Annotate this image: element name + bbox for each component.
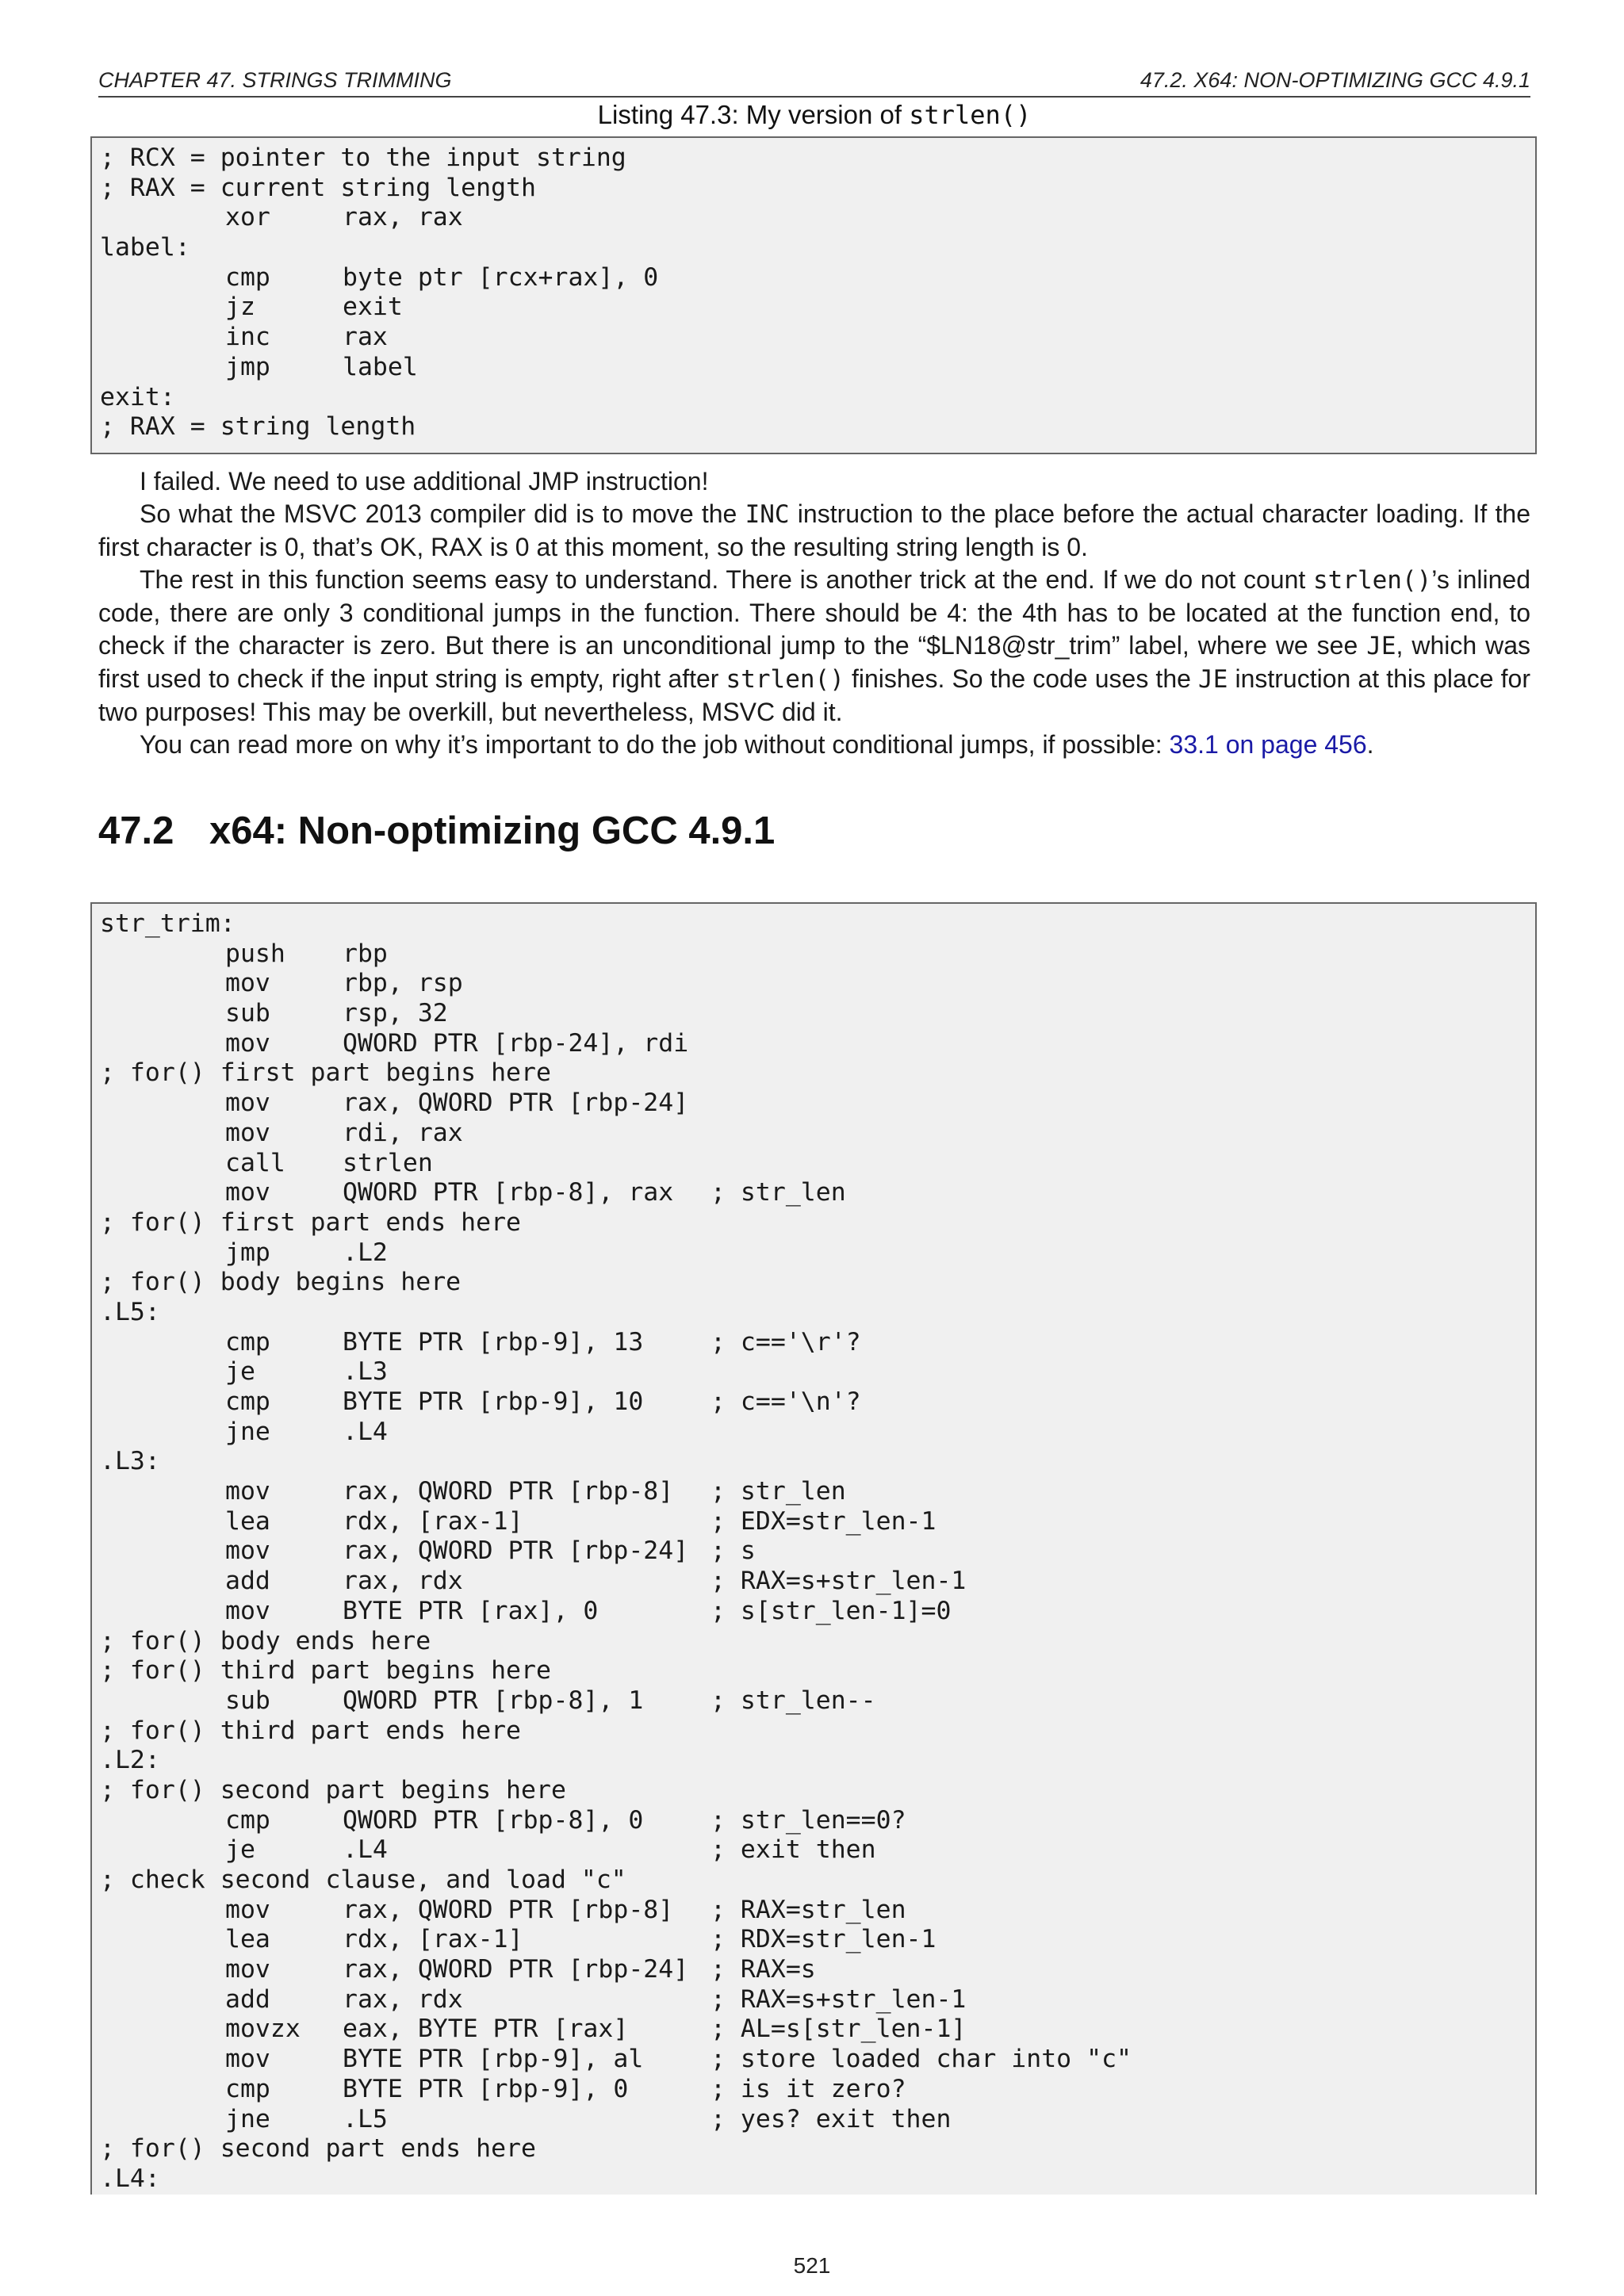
code-line <box>100 1746 1527 1776</box>
code-comment: ; str_len <box>710 1178 846 1207</box>
code-line <box>100 969 1527 999</box>
code-operands: rax, QWORD PTR [rbp-24] <box>343 1536 689 1566</box>
paragraph-text: . <box>1366 730 1374 759</box>
code-line <box>100 323 1527 353</box>
code-comment: ; str_len==0? <box>710 1805 906 1835</box>
section-number: 47.2 <box>98 809 174 852</box>
paragraph <box>98 564 1530 729</box>
code-label: ; RAX = string length <box>100 412 416 442</box>
code-line <box>100 203 1527 233</box>
code-line <box>100 383 1527 413</box>
code-line <box>100 1866 1527 1896</box>
code-mnemonic: mov <box>225 2045 270 2074</box>
code-operands: .L4 <box>343 1835 388 1865</box>
code-label: ; check second clause, and load "c" <box>100 1866 626 1894</box>
code-comment: ; RAX=str_len <box>710 1895 906 1924</box>
code-operands: rdx, [rax-1] <box>343 1925 523 1954</box>
code-operands: strlen <box>343 1148 433 1177</box>
cross-reference-link[interactable]: 33.1 on page 456 <box>1169 730 1367 759</box>
code-operands: .L3 <box>343 1357 388 1387</box>
code-comment: ; c=='\n'? <box>710 1387 861 1416</box>
code-label: .L4: <box>100 2164 160 2193</box>
code-label: exit: <box>100 382 175 411</box>
code-label: ; for() body begins here <box>100 1268 462 1297</box>
section-title: x64: Non-optimizing GCC 4.9.1 <box>209 809 776 852</box>
code-line <box>100 2015 1527 2045</box>
code-line <box>100 1089 1527 1119</box>
code-operands: exit <box>343 293 403 322</box>
code-mnemonic: call <box>225 1148 285 1177</box>
code-operands: rbp, rsp <box>343 969 463 998</box>
code-comment: ; RAX=s+str_len-1 <box>710 1984 967 2014</box>
code-operands: BYTE PTR [rbp-9], al <box>343 2045 644 2074</box>
code-line <box>100 412 1527 442</box>
paragraph-text: I failed. We need to use additional JMP instruction! <box>140 467 709 496</box>
code-mnemonic: mov <box>225 1955 270 1984</box>
paragraph-text: instruction at this place for two purposes! This may be overkill, but nevertheless, MSVC did it. <box>98 664 1531 726</box>
paragraph-text: instruction to the place before the actual character loading. If the first character is 0, that’s OK, RAX is 0 at this moment, so the resulting string length is 0. <box>98 499 1531 561</box>
code-comment: ; yes? exit then <box>710 2104 952 2133</box>
code-mnemonic: sub <box>225 999 270 1028</box>
code-line <box>100 1268 1527 1298</box>
code-line <box>100 1418 1527 1448</box>
code-operands: rax, QWORD PTR [rbp-24] <box>343 1089 689 1118</box>
code-comment: ; EDX=str_len-1 <box>710 1506 936 1536</box>
code-mnemonic: inc <box>225 323 270 352</box>
paragraph-text: The rest in this function seems easy to understand. There is another trick at the end. If we do not count <box>140 565 1313 594</box>
body-text <box>98 465 1530 761</box>
code-mnemonic: jne <box>225 2104 270 2133</box>
code-line <box>100 1536 1527 1567</box>
code-comment: ; RAX=s <box>710 1955 816 1984</box>
code-line <box>100 1208 1527 1238</box>
code-line <box>100 1149 1527 1179</box>
code-mnemonic: mov <box>225 1536 270 1566</box>
code-mnemonic: cmp <box>225 1387 270 1416</box>
code-operands: BYTE PTR [rbp-9], 10 <box>343 1387 644 1416</box>
code-line <box>100 2075 1527 2105</box>
code-line <box>100 1178 1527 1208</box>
code-line <box>100 1238 1527 1269</box>
code-line <box>100 1955 1527 1985</box>
paragraph-text: finishes. So the code uses the <box>844 664 1199 693</box>
code-comment: ; str_len <box>710 1477 846 1506</box>
inline-code: INC <box>745 500 790 529</box>
code-operands: .L2 <box>343 1238 388 1267</box>
code-operands: rsp, 32 <box>343 999 448 1028</box>
code-operands: rax, rax <box>343 203 463 232</box>
code-comment: ; RDX=str_len-1 <box>710 1925 936 1954</box>
code-operands: rdx, [rax-1] <box>343 1506 523 1536</box>
code-mnemonic: cmp <box>225 2074 270 2103</box>
code-line <box>100 2045 1527 2075</box>
code-comment: ; store loaded char into "c" <box>710 2045 1132 2074</box>
page-number: 521 <box>793 2253 831 2278</box>
code-operands: rax, rdx <box>343 1984 463 2014</box>
code-mnemonic: mov <box>225 1028 270 1058</box>
code-comment: ; s <box>710 1536 756 1566</box>
code-operands: QWORD PTR [rbp-8], rax <box>343 1178 674 1207</box>
code-line <box>100 1597 1527 1627</box>
section-title-header: 47.2. X64: NON-OPTIMIZING GCC 4.9.1 <box>1139 68 1530 92</box>
code-mnemonic: lea <box>225 1925 270 1954</box>
code-comment: ; RAX=s+str_len-1 <box>710 1567 967 1596</box>
code-line <box>100 1835 1527 1866</box>
code-mnemonic: movzx <box>225 2015 301 2044</box>
code-label: label: <box>100 233 190 262</box>
code-comment: ; exit then <box>710 1835 876 1865</box>
gcc-code-listing <box>90 902 1537 2195</box>
code-operands: rax, QWORD PTR [rbp-8] <box>343 1895 674 1924</box>
listing-caption-code: strlen() <box>909 100 1032 130</box>
paragraph-text: , which was first used to check if the input string is empty, right after <box>98 631 1531 693</box>
code-line <box>100 1985 1527 2015</box>
code-line <box>100 1357 1527 1387</box>
code-operands: BYTE PTR [rbp-9], 13 <box>343 1327 644 1357</box>
code-mnemonic: jmp <box>225 1238 270 1267</box>
code-label: .L5: <box>100 1297 160 1326</box>
code-line <box>100 909 1527 939</box>
inline-code: strlen() <box>1312 566 1432 595</box>
code-line <box>100 1328 1527 1358</box>
code-operands: rax <box>343 323 388 352</box>
code-mnemonic: je <box>225 1357 255 1387</box>
paragraph-text: So what the MSVC 2013 compiler did is to move the <box>140 499 745 528</box>
code-mnemonic: mov <box>225 1596 270 1625</box>
code-comment: ; str_len-- <box>710 1686 876 1715</box>
code-label: ; for() third part begins here <box>100 1656 551 1686</box>
code-line <box>100 1029 1527 1059</box>
paragraph-text: ’s inlined code, there are only 3 conditional jumps in the function. There should be 4: the 4th has to be located at the function end, to check if the character is zero. But there is an unconditional jump to the “$LN18@str_trim” label, where we see <box>98 565 1531 660</box>
code-line <box>100 1627 1527 1657</box>
code-line <box>100 1806 1527 1836</box>
code-operands: rax, rdx <box>343 1567 463 1596</box>
code-mnemonic: mov <box>225 1477 270 1506</box>
code-mnemonic: sub <box>225 1686 270 1715</box>
code-line <box>100 939 1527 970</box>
code-label: ; for() first part ends here <box>100 1207 522 1237</box>
code-mnemonic: mov <box>225 1178 270 1207</box>
chapter-title: CHAPTER 47. STRINGS TRIMMING <box>98 68 452 92</box>
inline-code: JE <box>1198 665 1228 694</box>
code-line <box>100 1058 1527 1089</box>
code-mnemonic: lea <box>225 1506 270 1536</box>
code-operands: BYTE PTR [rax], 0 <box>343 1596 599 1625</box>
code-label: ; for() body ends here <box>100 1626 431 1655</box>
code-line <box>100 1656 1527 1686</box>
code-line <box>100 1447 1527 1477</box>
code-line <box>100 293 1527 323</box>
code-mnemonic: cmp <box>225 1327 270 1357</box>
code-mnemonic: mov <box>225 1895 270 1924</box>
code-operands: rdi, rax <box>343 1118 463 1147</box>
code-mnemonic: mov <box>225 1089 270 1118</box>
code-line <box>100 999 1527 1029</box>
code-label: .L2: <box>100 1746 160 1775</box>
code-label: ; RCX = pointer to the input string <box>100 144 626 172</box>
code-operands: .L4 <box>343 1417 388 1446</box>
code-line <box>100 1896 1527 1926</box>
code-line <box>100 1507 1527 1537</box>
code-operands: .L5 <box>343 2104 388 2133</box>
code-comment: ; c=='\r'? <box>710 1327 861 1357</box>
strlen-code-listing <box>90 136 1537 454</box>
code-line <box>100 233 1527 263</box>
code-operands: rax, QWORD PTR [rbp-8] <box>343 1477 674 1506</box>
code-line <box>100 2105 1527 2135</box>
code-operands: QWORD PTR [rbp-24], rdi <box>343 1028 689 1058</box>
code-mnemonic: jne <box>225 1417 270 1446</box>
code-operands: byte ptr [rcx+rax], 0 <box>343 262 659 292</box>
code-line <box>100 1567 1527 1597</box>
code-operands: rax, QWORD PTR [rbp-24] <box>343 1955 689 1984</box>
code-comment: ; is it zero? <box>710 2074 906 2103</box>
code-mnemonic: push <box>225 939 285 968</box>
code-mnemonic: je <box>225 1835 255 1865</box>
code-mnemonic: jz <box>225 293 255 322</box>
code-mnemonic: xor <box>225 203 270 232</box>
code-line <box>100 2134 1527 2164</box>
code-line <box>100 1925 1527 1955</box>
code-operands: QWORD PTR [rbp-8], 1 <box>343 1686 644 1715</box>
code-operands: label <box>343 352 418 381</box>
code-line <box>100 353 1527 383</box>
code-label: ; for() second part ends here <box>100 2134 536 2164</box>
code-operands: QWORD PTR [rbp-8], 0 <box>343 1805 644 1835</box>
listing-caption-text: Listing 47.3: My version of <box>597 100 910 129</box>
code-mnemonic: add <box>225 1567 270 1596</box>
code-line <box>100 144 1527 174</box>
code-line <box>100 263 1527 293</box>
paragraph <box>98 465 1530 498</box>
code-label: str_trim: <box>100 909 236 938</box>
code-line <box>100 174 1527 204</box>
code-operands: eax, BYTE PTR [rax] <box>343 2015 629 2044</box>
code-comment: ; s[str_len-1]=0 <box>710 1596 952 1625</box>
code-line <box>100 1387 1527 1418</box>
inline-code: JE <box>1366 632 1396 660</box>
code-line <box>100 1686 1527 1716</box>
code-label: ; for() first part begins here <box>100 1058 551 1088</box>
code-line <box>100 2164 1527 2195</box>
code-operands: BYTE PTR [rbp-9], 0 <box>343 2074 629 2103</box>
code-label: ; for() third part ends here <box>100 1716 522 1745</box>
code-line <box>100 1119 1527 1149</box>
code-mnemonic: cmp <box>225 262 270 292</box>
section-heading <box>98 809 775 853</box>
code-mnemonic: mov <box>225 1118 270 1147</box>
code-line <box>100 1298 1527 1328</box>
code-line <box>100 1477 1527 1507</box>
listing-caption <box>98 100 1530 130</box>
paragraph-text: You can read more on why it’s important to do the job without conditional jumps, if possible: <box>140 730 1170 759</box>
paragraph <box>98 729 1530 761</box>
code-mnemonic: cmp <box>225 1805 270 1835</box>
code-mnemonic: add <box>225 1984 270 2014</box>
paragraph <box>98 498 1530 564</box>
code-line <box>100 1716 1527 1747</box>
code-operands: rbp <box>343 939 388 968</box>
code-comment: ; AL=s[str_len-1] <box>710 2015 967 2044</box>
code-label: ; RAX = current string length <box>100 173 536 202</box>
inline-code: strlen() <box>726 665 845 694</box>
running-header <box>98 68 1530 98</box>
code-mnemonic: mov <box>225 969 270 998</box>
code-mnemonic: jmp <box>225 352 270 381</box>
code-label: .L3: <box>100 1447 160 1476</box>
code-line <box>100 1776 1527 1806</box>
code-label: ; for() second part begins here <box>100 1775 566 1804</box>
